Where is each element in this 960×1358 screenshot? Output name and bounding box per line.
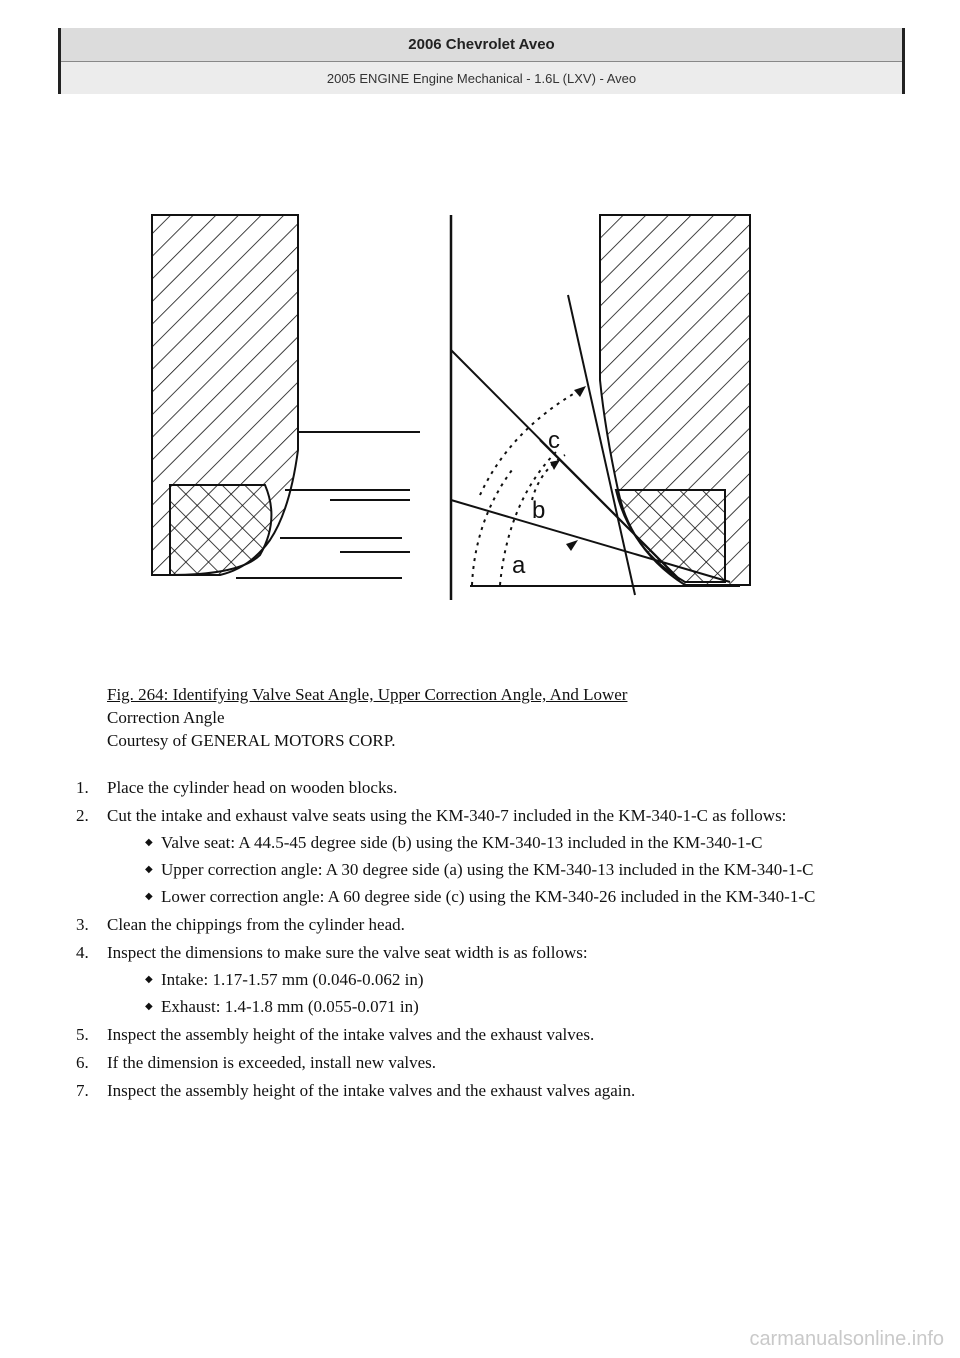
step-number: 6. xyxy=(76,1053,89,1072)
sub-item: ◆ Exhaust: 1.4-1.8 mm (0.055-0.071 in) xyxy=(145,995,922,1018)
watermark: carmanualsonline.info xyxy=(749,1328,944,1350)
step-number: 5. xyxy=(76,1025,89,1044)
sub-list xyxy=(107,831,922,908)
step-number: 7. xyxy=(76,1081,89,1100)
procedure-steps xyxy=(72,776,922,1107)
step xyxy=(72,941,922,1018)
step-text: Cut the intake and exhaust valve seats using the KM-340-7 included in the KM-340-1-C as follows: xyxy=(107,806,787,825)
header-subtitle: 2005 ENGINE Engine Mechanical - 1.6L (LXV) - Aveo xyxy=(61,62,902,94)
sub-item: ◆ Lower correction angle: A 60 degree side (c) using the KM-340-26 included in the KM-340-1-C xyxy=(145,885,922,908)
step-number: 3. xyxy=(76,915,89,934)
caption-courtesy: Courtesy of GENERAL MOTORS CORP. xyxy=(107,731,396,750)
step-text: Inspect the dimensions to make sure the valve seat width is as follows: xyxy=(107,943,588,962)
valve-seat-diagram xyxy=(140,200,760,610)
step-text: If the dimension is exceeded, install new valves. xyxy=(107,1053,437,1072)
figure-caption xyxy=(107,683,867,752)
sub-item: ◆ Intake: 1.17-1.57 mm (0.046-0.062 in) xyxy=(145,968,922,991)
header-title: 2006 Chevrolet Aveo xyxy=(61,28,902,62)
step-text: Inspect the assembly height of the intake valves and the exhaust valves. xyxy=(107,1025,595,1044)
step xyxy=(72,804,922,908)
step-number: 1. xyxy=(76,778,89,797)
label-b: b xyxy=(532,497,546,524)
step xyxy=(72,1079,922,1102)
step-text: Place the cylinder head on wooden blocks. xyxy=(107,778,398,797)
label-a: a xyxy=(512,552,526,579)
caption-title: Fig. 264: Identifying Valve Seat Angle, Upper Correction Angle, And Lower xyxy=(107,685,628,704)
step xyxy=(72,1023,922,1046)
step xyxy=(72,1051,922,1074)
page-header xyxy=(58,28,905,94)
sub-list xyxy=(107,968,922,1018)
right-seat-insert xyxy=(616,490,725,582)
step-text: Inspect the assembly height of the intake valves and the exhaust valves again. xyxy=(107,1081,636,1100)
sub-item: ◆ Valve seat: A 44.5-45 degree side (b) using the KM-340-13 included in the KM-340-1-C xyxy=(145,831,922,854)
caption-title-continued: Correction Angle xyxy=(107,708,225,727)
step-number: 2. xyxy=(76,806,89,825)
left-seat-insert xyxy=(170,485,271,575)
step-number: 4. xyxy=(76,943,89,962)
step xyxy=(72,776,922,799)
sub-item: ◆ Upper correction angle: A 30 degree side (a) using the KM-340-13 included in the KM-340-1-C xyxy=(145,858,922,881)
step-text: Clean the chippings from the cylinder head. xyxy=(107,915,405,934)
label-c: c xyxy=(548,427,560,454)
step xyxy=(72,913,922,936)
